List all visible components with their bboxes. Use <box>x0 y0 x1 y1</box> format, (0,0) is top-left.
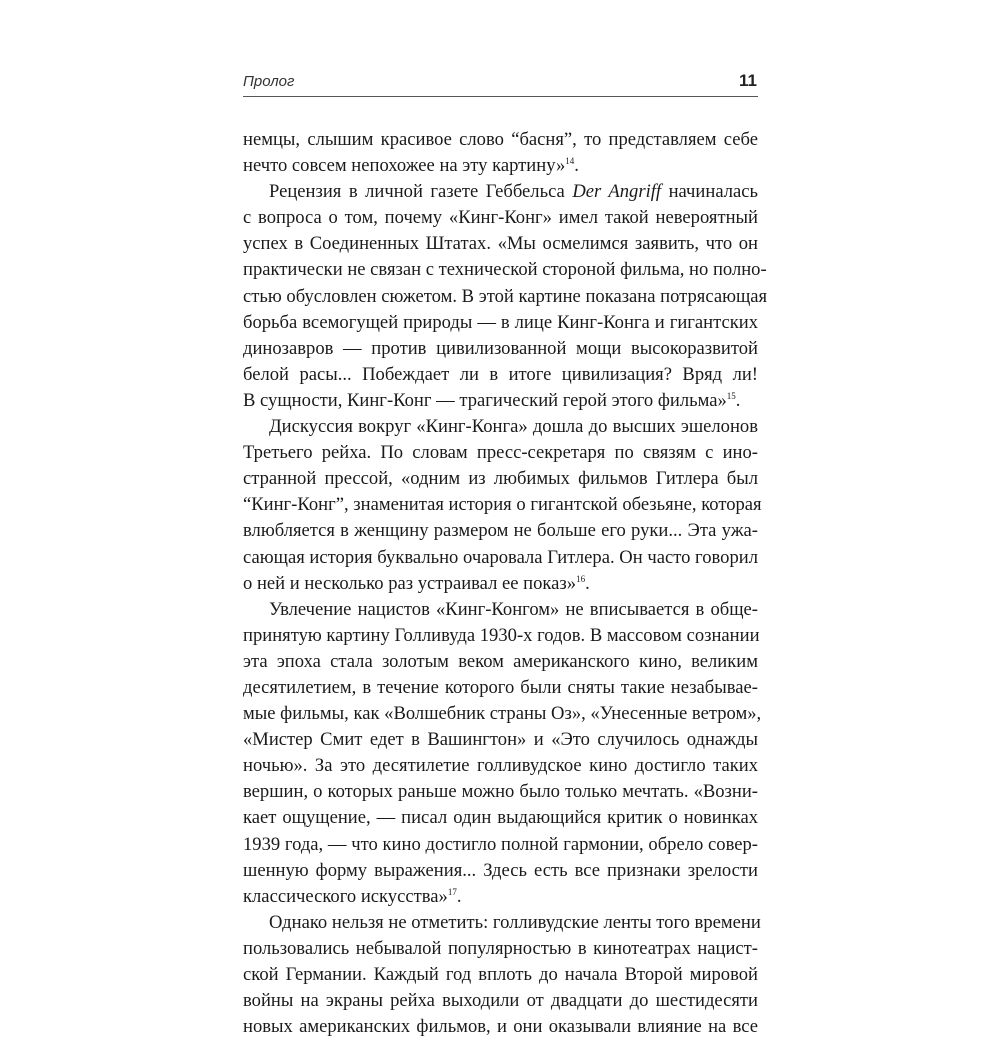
text-line: шенную форму выражения... Здесь есть все признаки зрелости <box>243 859 758 881</box>
text-line: вершин, о которых раньше можно было только мечтать. «Возни- <box>243 781 758 803</box>
text-line: сающая история буквально очаровала Гитлера. Он часто говорил <box>243 546 758 568</box>
text-line: пользовались небывалой популярностью в кинотеатрах нацист- <box>243 937 758 959</box>
text-line: кает ощущение, — писал один выдающийся критик о новинках <box>243 807 758 829</box>
text-line: «Мистер Смит едет в Вашингтон» и «Это случилось однажды <box>243 729 758 751</box>
footnote-ref: 14 <box>565 156 575 167</box>
text-line: эта эпоха стала золотым веком американского кино, великим <box>243 650 758 672</box>
text-line: нечто совсем непохожее на эту картину»$^{14}$. <box>243 155 579 177</box>
text-line: Однако нельзя не отметить: голливудские ленты того времени <box>269 911 761 933</box>
text-line: ночью». За это десятилетие голливудское кино достигло таких <box>243 755 758 777</box>
text-line: успех в Соединенных Штатах. «Мы осмелимся заявить, что он <box>243 233 758 255</box>
text-line: мые фильмы, как «Волшебник страны Оз», «Унесенные ветром», <box>243 703 762 725</box>
text-line: белой расы... Побеждает ли в итоге цивилизация? Вряд ли! <box>243 363 758 385</box>
footnote-ref: 15 <box>726 390 736 401</box>
text-line: 1939 года, — что кино достигло полной гармонии, обрело совер- <box>243 833 758 855</box>
text-line: ской Германии. Каждый год вплоть до начала Второй мировой <box>243 964 758 985</box>
text-line: динозавров — против цивилизованной мощи высокоразвитой <box>243 337 758 359</box>
text-line: Дискуссия вокруг «Кинг-Конга» дошла до высших эшелонов <box>269 416 758 438</box>
footnote-ref: 17 <box>447 886 457 897</box>
text-line: классического искусства»$^{17}$. <box>243 885 462 907</box>
body-text <box>243 127 768 1040</box>
text-line: борьба всемогущей природы — в лице Кинг-Конга и гигантских <box>243 311 758 333</box>
text-line: новых американских фильмов, и они оказывали влияние на все <box>243 1016 758 1038</box>
section-title: Пролог <box>243 73 295 90</box>
page-number: 11 <box>739 71 757 90</box>
text-line: Увлечение нацистов «Кинг-Конгом» не вписывается в обще- <box>269 598 758 620</box>
text-line: влюбляется в женщину размером не больше его руки... Эта ужа- <box>243 520 758 542</box>
running-header <box>243 70 758 96</box>
text-line: практически не связан с технической стороной фильма, но полно- <box>243 259 767 281</box>
text-line: немцы, слышим красивое слово “басня”, то представляем себе <box>243 129 758 150</box>
text-line: В сущности, Кинг-Конг — трагический герой этого фильма»$^{15}$. <box>243 389 741 411</box>
text-line: стью обусловлен сюжетом. В этой картине показана потрясающая <box>243 285 768 307</box>
text-line: с вопроса о том, почему «Кинг-Конг» имел такой невероятный <box>243 207 758 229</box>
text-line: “Кинг-Конг”, знаменитая история о гигантской обезьяне, которая <box>243 494 762 516</box>
text-line: принятую картину Голливуда 1930-х годов. В массовом сознании <box>243 624 760 646</box>
footnote-ref: 16 <box>576 573 586 584</box>
text-line: войны на экраны рейха выходили от двадцати до шестидесяти <box>243 990 758 1012</box>
text-line: странной прессой, «одним из любимых фильмов Гитлера был <box>243 468 758 490</box>
newspaper-title: Der Angriff <box>572 181 662 203</box>
text-line: Третьего рейха. По словам пресс-секретаря по связям с ино- <box>243 442 758 464</box>
text-line: Рецензия в личной газете Геббельса Der Angriff начиналась <box>269 181 758 203</box>
text-line: десятилетием, в течение которого были сняты такие незабывае- <box>243 676 758 698</box>
header-rule <box>243 96 758 97</box>
text-line: о ней и несколько раз устраивал ее показ»$^{16}$. <box>243 572 590 594</box>
